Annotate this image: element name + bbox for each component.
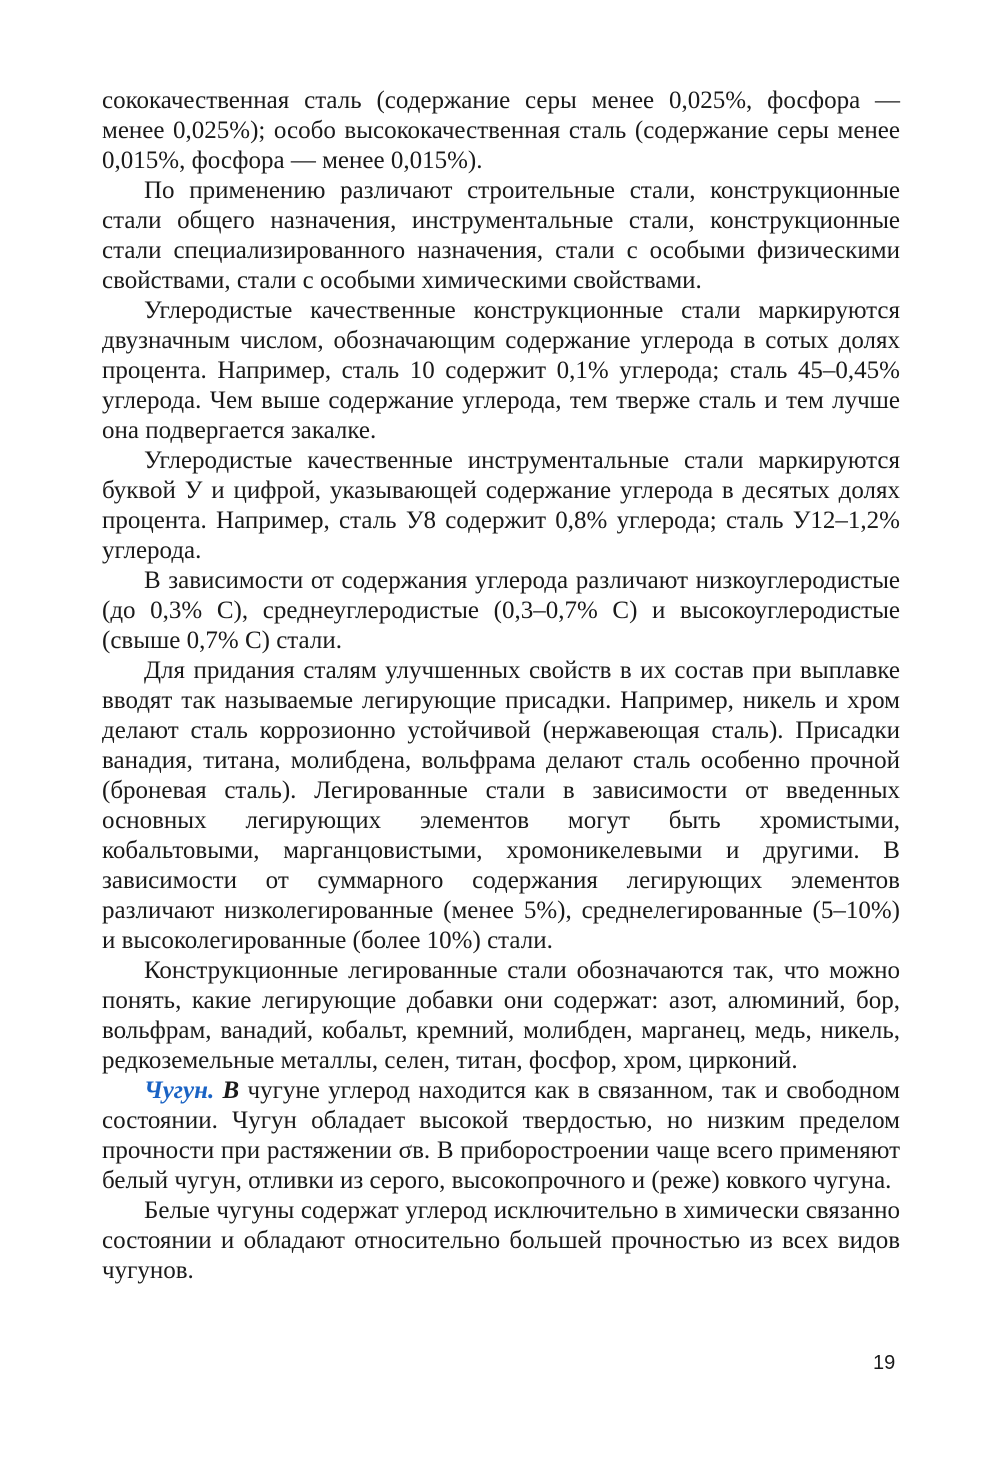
paragraph-tool-carbon-steel: Углеродистые качественные инструментальные стали маркируются буквой У и цифрой, указывающей содержание углерода в десятых долях процента. Например, сталь У8 содержит 0,8% углерода; сталь У12–1,2% углерода. — [102, 447, 900, 564]
paragraph-steel-quality: сококачественная сталь (содержание серы менее 0,025%, фосфора — менее 0,025%); особо высококачественная сталь (содержание серы менее 0,015%, фосфора — менее 0,015%). — [102, 87, 900, 174]
paragraph-alloy-designation: Конструкционные легированные стали обозначаются так, что можно понять, какие легирующие добавки они содержат: азот, алюминий, бор, вольфрам, ванадий, кобальт, кремний, молибден, марганец, медь, никель, редкоземельные металлы, селен, титан, фосфор, хром, цирконий. — [102, 957, 900, 1074]
paragraph-alloying-additives: Для придания сталям улучшенных свойств в их состав при выплавке вводят так называемые легирующие присадки. Например, никель и хром делают сталь коррозионно устойчивой (нержавеющая сталь). Присадки ванадия, титана, молибдена, вольфрама делают сталь особенно прочной (броневая сталь). Легированные стали в зависимости от введенных основных легирующих элементов могут быть хромистыми, кобальтовыми, марганцовистыми, хромоникелевыми и другими. В зависимости от суммарного содержания легирующих элементов различают низколегированные (менее 5%), среднелегированные (5–10%) и высоколегированные (более 10%) стали. — [102, 657, 900, 954]
paragraph-steel-application: По применению различают строительные стали, конструкционные стали общего назначения, инструментальные стали, конструкционные стали специализированного назначения, стали с особыми физическими свойствами, стали с особыми химическими свойствами. — [102, 177, 900, 294]
paragraph-carbon-content-classes: В зависимости от содержания углерода различают низкоуглеродистые (до 0,3% С), среднеуглеродистые (0,3–0,7% С) и высокоуглеродистые (свыше 0,7% С) стали. — [102, 567, 900, 654]
page-number: 19 — [873, 1352, 896, 1374]
body-text — [102, 86, 900, 1286]
cast-iron-heading: Чугун. — [144, 1077, 215, 1104]
paragraph-cast-iron — [102, 1076, 900, 1196]
paragraph-structural-carbon-steel: Углеродистые качественные конструкционные стали маркируются двузначным числом, обозначающим содержание углерода в сотых долях процента. Например, сталь 10 содержит 0,1% углерода; сталь 45–0,45% углерода. Чем выше содержание углерода, тем тверже сталь и тем лучше она подвергается закалке. — [102, 297, 900, 444]
cast-iron-lead-word: В — [222, 1077, 240, 1104]
cast-iron-text: чугуне углерод находится как в связанном, так и свободном состоянии. Чугун обладает высокой твердостью, но низким пределом прочности при растяжении σв. В приборостроении чаще всего применяют белый чугун, отливки из серого, высокопрочного и (реже) ковкого чугуна. — [102, 1077, 901, 1194]
paragraph-white-cast-iron: Белые чугуны содержат углерод исключительно в химически связанно состоянии и обладают относительно большей прочностью из всех видов чугунов. — [102, 1197, 900, 1284]
